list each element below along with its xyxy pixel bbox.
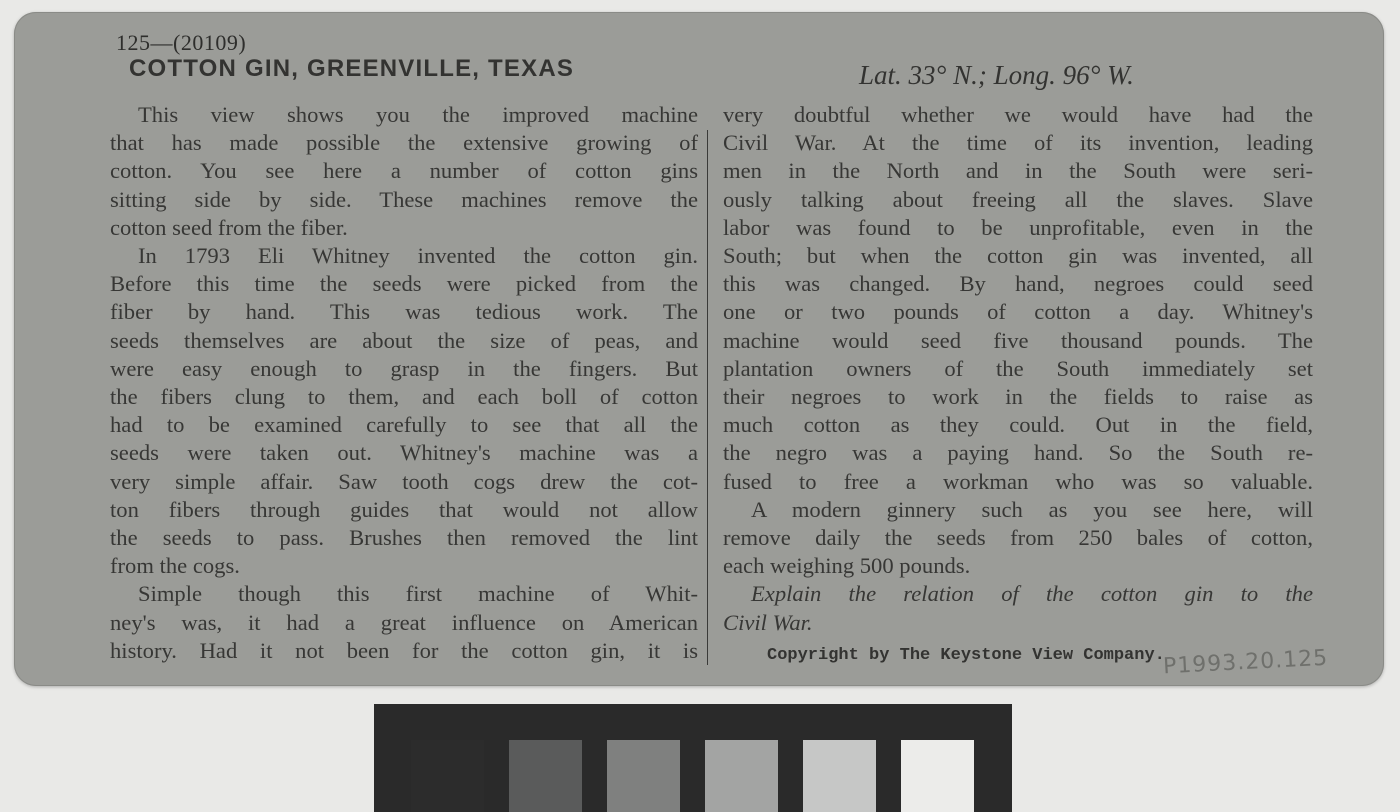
text-line: Before this time the seeds were picked from the [110,271,698,297]
text-line: South; but when the cotton gin was invented, all [723,243,1313,269]
text-line: men in the North and in the South were seri- [723,158,1313,184]
text-line: ously talking about freeing all the slaves. Slave [723,186,1313,212]
text-line: their negroes to work in the fields to raise as [723,384,1313,410]
text-line: this was changed. By hand, negroes could seed [723,271,1313,297]
text-line: Civil War. At the time of its invention, leading [723,130,1313,156]
card-title: COTTON GIN, GREENVILLE, TEXAS [129,55,575,82]
gray-swatch [411,740,484,812]
text-line: had to be examined carefully to see that all the [110,412,698,438]
text-line: seeds were taken out. Whitney's machine was a [110,440,698,466]
text-line: the seeds to pass. Brushes then removed the lint [110,525,698,551]
text-line: that has made possible the extensive growing of [110,130,698,156]
copyright-notice: Copyright by The Keystone View Company. [767,646,1165,665]
text-line: plantation owners of the South immediately set [723,355,1313,381]
text-line: each weighing 500 pounds. [723,553,971,579]
text-line: the fibers clung to them, and each boll of cotton [110,384,698,410]
text-line: In 1793 Eli Whitney invented the cotton gin. [138,243,698,269]
text-line: cotton. You see here a number of cotton gins [110,158,698,184]
study-question-end: Civil War. [723,609,813,635]
color-calibration-bar [374,704,1012,812]
gray-swatch [607,740,680,812]
text-line: ton fibers through guides that would not allow [110,496,698,522]
text-line: fused to free a workman who was so valuable. [723,468,1313,494]
gray-swatch [705,740,778,812]
text-line: very simple affair. Saw tooth cogs drew the cot- [110,468,698,494]
left-text-column [110,101,698,665]
accession-number: P1993.20.125 [1162,645,1329,680]
text-line: the negro was a paying hand. So the South re- [723,440,1313,466]
gray-swatch [509,740,582,812]
text-line: sitting side by side. These machines remove the [110,186,698,212]
text-line: remove daily the seeds from 250 bales of cotton, [723,525,1313,551]
study-question: Explain the relation of the cotton gin to the [751,581,1313,607]
text-line: were easy enough to grasp in the fingers. But [110,355,698,381]
column-divider [707,130,708,665]
text-line: very doubtful whether we would have had the [723,102,1313,127]
text-line: machine would seed five thousand pounds. The [723,327,1313,353]
card-serial-number: 125—(20109) [116,30,247,55]
text-line: Simple though this first machine of Whit- [138,581,698,607]
text-line: one or two pounds of cotton a day. Whitney's [723,299,1313,325]
stereocard-back [14,12,1384,686]
gray-swatch [901,740,974,812]
text-line: history. Had it not been for the cotton gin, it is [110,637,698,663]
text-line: labor was found to be unprofitable, even in the [723,214,1313,240]
card-coordinates: Lat. 33° N.; Long. 96° W. [859,60,1134,90]
text-line: This view shows you the improved machine [138,102,698,127]
text-line: much cotton as they could. Out in the field, [723,412,1313,438]
right-text-column [723,101,1313,637]
text-line: cotton seed from the fiber. [110,214,348,240]
text-line: A modern ginnery such as you see here, will [751,496,1313,522]
gray-swatch [803,740,876,812]
text-line: fiber by hand. This was tedious work. The [110,299,698,325]
text-line: from the cogs. [110,553,240,579]
text-line: seeds themselves are about the size of peas, and [110,327,698,353]
text-line: ney's was, it had a great influence on American [110,609,698,635]
